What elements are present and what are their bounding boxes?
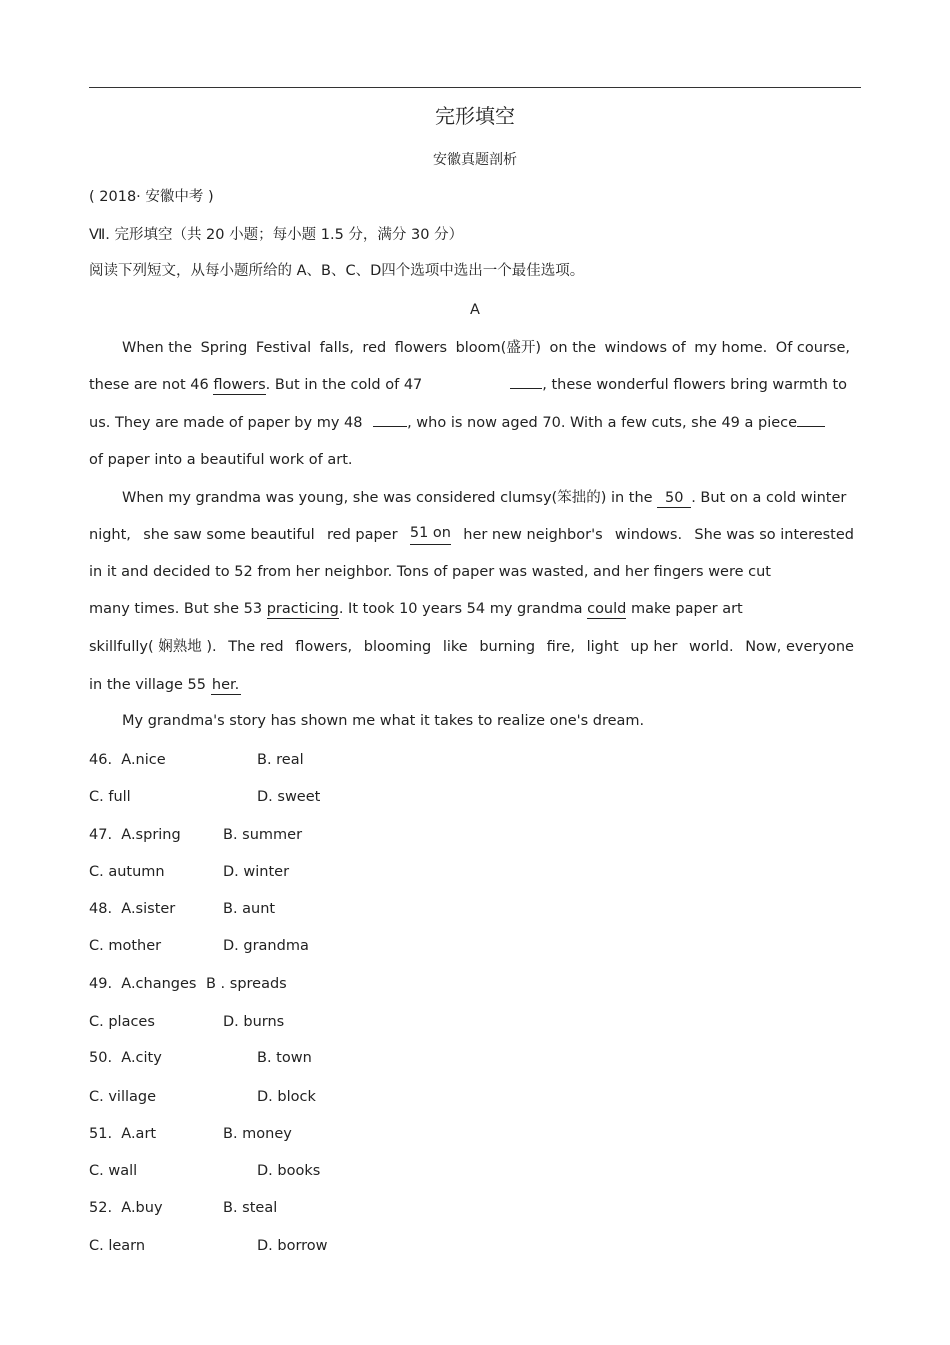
passage-line: us. They are made of paper by my 48 , who is now aged 70. With a few cuts, she 49 a piece [89, 413, 825, 433]
option-b[interactable]: B. money [223, 1126, 292, 1142]
option-d[interactable]: D. grandma [223, 938, 309, 954]
option-c[interactable]: C. full [89, 789, 131, 805]
option-a[interactable]: A.city [121, 1050, 162, 1066]
blank-46: flowers [213, 377, 266, 393]
blank-49 [797, 426, 825, 427]
option-a[interactable]: A.nice [121, 752, 166, 768]
option-b[interactable]: B. town [257, 1050, 312, 1066]
option-b[interactable]: B. summer [223, 827, 303, 843]
option-d[interactable]: D. borrow [257, 1238, 328, 1254]
section-heading: Ⅶ. 完形填空（共 20 小题；每小题 1.5 分，满分 30 分） [89, 227, 464, 243]
blank-51: 51 on [410, 525, 451, 545]
page-subtitle: 安徽真题剖析 [433, 152, 517, 168]
option-d[interactable]: D. sweet [257, 789, 321, 805]
blank-55: her. [211, 677, 240, 693]
blank-48 [373, 426, 407, 427]
passage-line: When the Spring Festival falls, red flowers bloom(盛开) on the windows of my home. Of course, [122, 340, 850, 356]
option-a[interactable]: A.buy [121, 1200, 163, 1216]
option-b[interactable]: B . spreads [206, 976, 287, 992]
passage-line: in it and decided to 52 from her neighbor. Tons of paper was wasted, and her fingers were cut [89, 564, 771, 580]
blank-53: practicing [266, 601, 339, 617]
option-d[interactable]: D. books [257, 1163, 321, 1179]
passage-line: skillfully( 娴熟地 ). The red flowers, blooming like burning fire, light up her world. Now, everyone [89, 639, 854, 655]
blank-50: 50 [657, 490, 691, 508]
option-a[interactable]: A.spring [121, 827, 181, 843]
passage-line: of paper into a beautiful work of art. [89, 452, 353, 468]
passage-line: these are not 46 flowers. But in the cold of 47 , these wonderful flowers bring warmth to [89, 377, 848, 393]
blank-47 [510, 388, 542, 389]
passage-label: A [470, 302, 480, 318]
option-b[interactable]: B. steal [223, 1200, 278, 1216]
option-c[interactable]: C. places [89, 1014, 155, 1030]
source-label: ( 2018· 安徽中考 ) [89, 189, 214, 205]
passage-line: When my grandma was young, she was considered clumsy(笨拙的) in the 50 . But on a cold winter [122, 490, 847, 506]
passage-line: My grandma's story has shown me what it takes to realize one's dream. [122, 713, 645, 729]
option-c[interactable]: C. mother [89, 938, 162, 954]
option-d[interactable]: D. burns [223, 1014, 285, 1030]
option-a[interactable]: A.sister [121, 901, 176, 917]
option-b[interactable]: B. aunt [223, 901, 276, 917]
option-c[interactable]: C. wall [89, 1163, 138, 1179]
instruction-text: 阅读下列短文，从每小题所给的 A、B、C、D四个选项中选出一个最佳选项。 [89, 263, 585, 279]
option-c[interactable]: C. learn [89, 1238, 146, 1254]
option-b[interactable]: B. real [257, 752, 304, 768]
blank-54: could [587, 601, 627, 617]
header-rule [89, 87, 861, 88]
passage-line: many times. But she 53 practicing. It took 10 years 54 my grandma could make paper art [89, 601, 743, 617]
option-d[interactable]: D. block [257, 1089, 316, 1105]
option-a[interactable]: A.changes [121, 976, 197, 992]
option-d[interactable]: D. winter [223, 864, 290, 880]
option-c[interactable]: C. autumn [89, 864, 165, 880]
passage-line: night, she saw some beautiful red paper 51 on her new neighbor's windows. She was so interested [89, 525, 854, 543]
passage-line: in the village 55 her. [89, 677, 240, 693]
option-a[interactable]: A.art [121, 1126, 157, 1142]
option-c[interactable]: C. village [89, 1089, 157, 1105]
page-title: 完形填空 [435, 104, 515, 128]
